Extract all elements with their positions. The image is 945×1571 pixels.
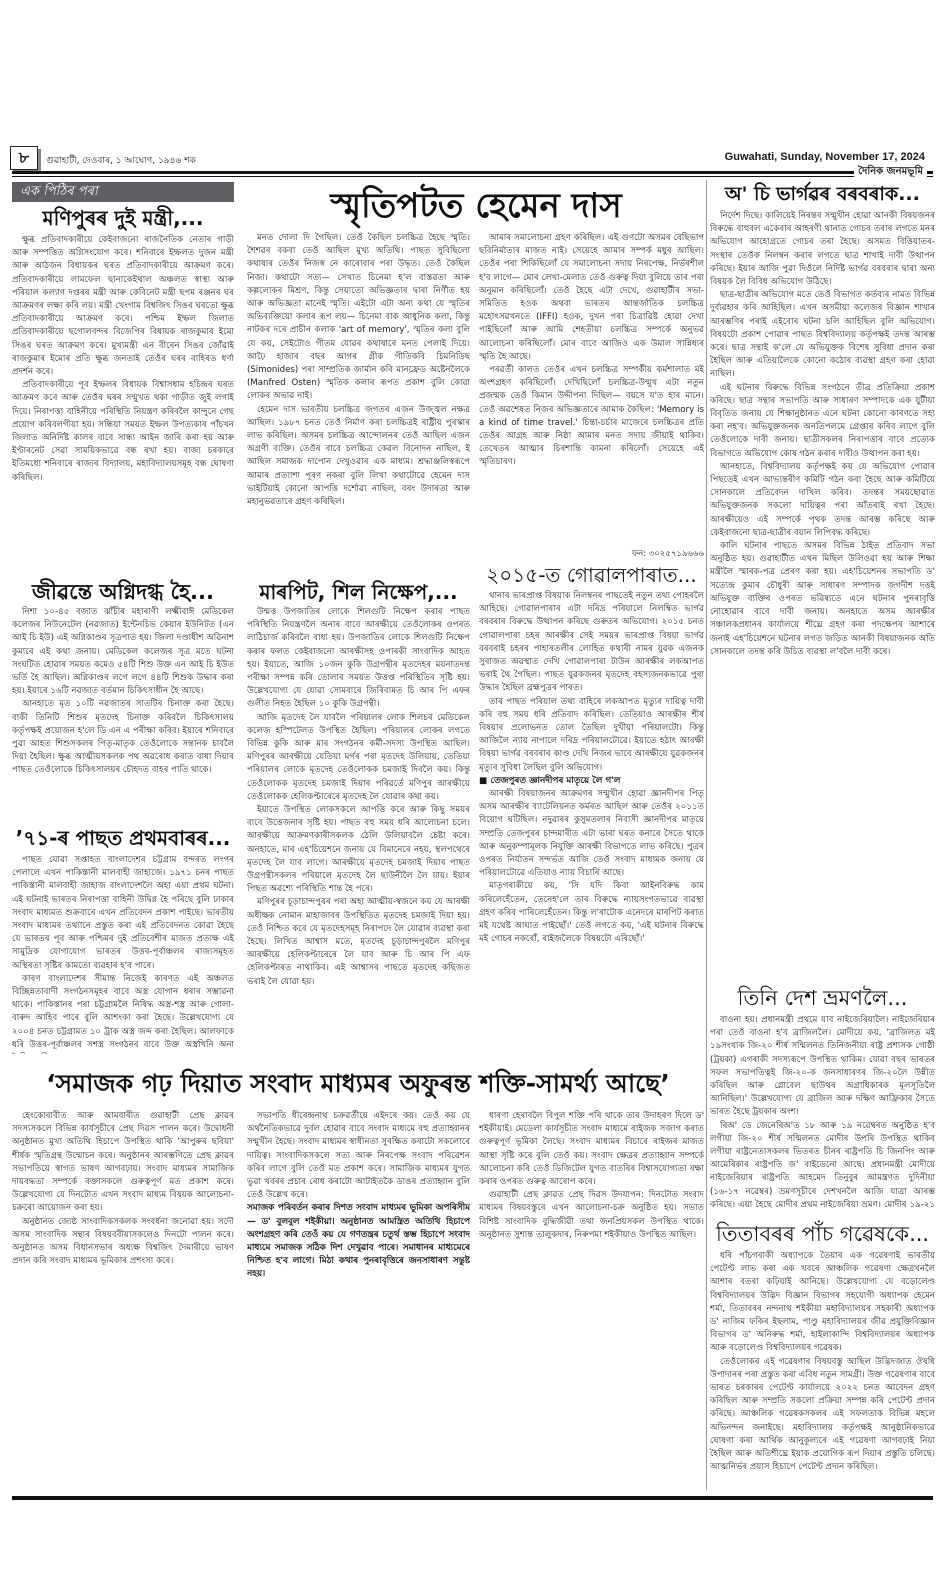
headline-manipur: মণিপুৰৰ দুই মন্ত্ৰী,... bbox=[42, 206, 204, 230]
paragraph: নিৰ্দেশ দিছে। কালিয়েই নিৰন্তৰ সন্মুখীন হোৱা আনকী বিষয়জনৰ বিৰুদ্ধে বাহুবল একেবাৰ আহৰণী থানাত গোচৰ তৰাৰ লগতে মনৰ অভিযোগ আহোগ্ৰতে গোচৰ তৰা হৈছে। অসমত বিত্তিয়াতৰ-সংস্থাৰ তেওঁক নিলম্বন কৰাৰ লগতে ছাত্ৰ শাখাই দাবী উত্থাপন কৰিছে। ইয়াৰ আজি পুৱা দিওঁলে নিৰ্দিষ্ট ভাৰ্গৱ বৰবৰাৰ দ্বাৰা অন্য বিষয়ক লৈ বিবিধ অভিযোগ উঠিছে। bbox=[710, 211, 935, 288]
paragraph: নিশা ১০-৪৫ বজাত ঝাঁচীৰ মহাৰাণী লক্ষ্মীবাঈ মেডিকেল কলেজৰ নিউনেটেল (নৱজাত) ইন্টেনচিভ কেয়াৰ ইউনিটত (এন আই চি ইউ) এই অগ্নিকাণ্ডৰ সূত্ৰপাত হয়। জিলা দণ্ডাধীশ অৱিনাশ কুমাৰে এই কথা জনায়। মেডিকেল কলেজৰ সূত্ৰ মতে ঘটনা সংঘটিত হোৱাৰ সময়ত কমেও ৫৪টি শিশু উক্ত এন আই চি ইউত ভৰ্তি হৈ আছিল। অগ্নিকাণ্ডৰ লগে লগে ৪৪টি শিশুক উদ্ধাৰ কৰা হয়। ইয়াৰে ১৬টি নৱজাত বৰ্তমান চিকিৎসাধীন হৈ আছে। bbox=[12, 607, 234, 697]
paragraph: সভাপতি ধীৰেন্দ্ৰনাথ চক্ৰৱৰ্তীয়ে এইদৰে কয়। তেওঁ কয় যে অৰ্থনৈতিকভাৱে দুৰ্বল হোৱাৰ বাবে সংবাদ মাধ্যমে বহু প্ৰত্যাহ্বানৰ সন্মুখীন হৈছে। সংবাদ মাধ্যমৰ স্বাধীনতা সুৰক্ষিত কৰাটো সকলোৰে দায়িত্ব। সাংবাদিকসকলে সত্য আৰু নিৰপেক্ষ সংবাদ পৰিৱেশন কৰিব লাগে বুলি তেওঁ মত প্ৰকাশ কৰে। সামাজিক মাধ্যমৰ যুগত ভুৱা খবৰৰ প্ৰচাৰ ৰোধ কৰাটো আটাইতকৈ ডাঙৰ প্ৰত্যাহ্বান বুলি তেওঁ উল্লেখ কৰে। bbox=[247, 1111, 470, 1201]
headline-media: ‘সমাজক গঢ় দিয়াত সংবাদ মাধ্যমৰ অফুৰন্ত শক্তি-সামৰ্থ্য আছে’ bbox=[46, 1069, 670, 1098]
paragraph: উন্মত্ত উপজাতিৰ লোকে শিলগুটি নিক্ষেপ কৰাৰ পাছত পৰিস্থিতি নিয়ন্ত্ৰণলৈ অনাৰ বাবে আৰক্ষীয়ে তেওঁলোকৰ ওপৰত লাঠিচাৰ্জ কৰিবলৈ বাধ্য হয়। উপজাতিৰ লোকে শিলগুটি নিক্ষেপ কৰাৰ ফলত কেইবাজনো আৰক্ষীসহ ওপাৰকী সাংবাদিক আহত হয়। ইয়াতে, আজি ১০জন কুকি উগ্ৰপন্থীৰ মৃতদেহৰ ময়নাতদন্ত পৰীক্ষা সম্পন্ন কৰি তোলাৰ সময়ত উত্তপ্ত পৰিস্থিতিৰ সৃষ্টি হয়। উল্লেখযোগ্য যে যোৱা সোমবাৰে জিৰিবামত চি আৰ পি এফৰ গুলীত নিহত হৈছিল ১০ কুকি উগ্ৰপন্থী। bbox=[247, 607, 470, 710]
paragraph: অনুষ্ঠানত জ্যেষ্ঠ সাংবাদিকসকলক সংবৰ্ধনা জনোৱা হয়। সদৌ অসম সাংবাদিক সন্থাৰ বিষয়ববীয়াসকলেও দিনটো পালন কৰে। অনুষ্ঠানত অসম বিধানসভাৰ অধ্যক্ষ বিশ্বজিৎ দৈমাৰীয়ে ভাষণ প্ৰদান কৰি সংবাদ মাধ্যমৰ ভূমিকাৰ প্ৰশংসা কৰে। bbox=[12, 1216, 234, 1267]
header-rule-thin bbox=[12, 176, 933, 177]
paragraph: বাওনা হয়। প্ৰধানমন্ত্ৰী প্ৰথমে যাব নাইজেৰিয়ালৈ। নাইজেৰিয়াৰ পৰা তেওঁ বাওনা হ'ব ব্ৰাজিললৈ। মোদীয়ে কয়, 'ব্ৰাজিলত মই ১৯সংখ্যক জি-২০ শীৰ্ষ সন্মিলনত তিনিজনীয়া ৰাষ্ট্ৰ প্ৰশাসক গোষ্ঠী (ট্ৰয়কা) এগৰাকী সদস্যৰূপে উপস্থিত থাকিম। যোৱা বছৰ ভাৰতৰ সফল সভাপতিত্বই জি-২০-ক জনসাধাৰণৰ জি-২০লৈ উন্নীত কৰিছিল আৰু গ্লোবেল ছাউথৰ অগ্ৰাধিকাৰক মূলসূতিলৈ আনিছিল।' উল্লেখযোগ্য যে ব্ৰাজিল আৰু দক্ষিণ আফ্ৰিকাৰ সৈতে ভাৰত হৈছে ট্ৰয়কাৰ অংশ। bbox=[710, 1015, 935, 1118]
paragraph: তাৰ পাছত পৰিয়াল তথা বাহিৰে লকআপত মৃত্যুৰ দায়িত্ব দাবী কৰি বহু সময় ধৰি প্ৰতিবাদ কৰিছিল। তেতিয়াও আৰক্ষীৰ শীৰ্ষ বিষয়াৰ প্ৰলোভনত তোল তৈছিল দুখীয়া পৰিয়ালটো। কিন্তু আজিলৈ ন্যায় নাপালে দৰিদ্ৰ পৰিয়ালটোৱে। ইয়াতে হঠাৎ আৰক্ষী বিষয়া ভাৰ্গৱ বৰবৰাৰ কাণ্ড দেখি নিজৰ ভাবে আৰক্ষীয়ে যুৱকজনৰ মৃত্যুৰ সুবিধা লৈছিল বুলি অভিযোগ। bbox=[479, 696, 704, 773]
headline-clash: মাৰপিট, শিল নিক্ষেপ,... bbox=[259, 580, 458, 604]
article-titabar-body bbox=[710, 1250, 935, 1490]
paragraph: আমাৰ সমালোচনা গ্ৰহণ কৰিছিল। এই গুণটো অসমৰ বেছিভাগ ছবিনিৰ্মাতাৰ মাজত নাই। সেয়েহে আমাৰ সম্পৰ্ক মধুৰ আছিল। তেওঁৰ পৰা শিকিছিলোঁ যে সমালোচনা সদায় নিৰপেক্ষ, নিৰ্ভৰশীল হ'ব লাগে— মোৰ লেখা-মেলাত তেওঁ গুৰুত্ব দিয়া বুলিয়ে তাৰ পৰা অনুমান কৰিছিলোঁ। তেওঁ হৈছে এটা দেখে, গুৱাহাটীৰ সভা-সমিতিত হওক অথবা ভাৰতৰ আন্তৰ্জাতিক চলচ্চিত্ৰ মহোৎসৱখনতে (IFFI) হওক, দুখন পৰা চিত্ৰাৱিষ্ট হোৱা দেখা পাইছিলোঁ আৰু আমি শেহতীয়া চলচ্চিত্ৰ সম্পৰ্কে অনুভৱ আলোচনা কৰিছিলোঁ। মোৰ বাবে আজিও এক উমাল সান্নিধ্যৰ স্মৃতি হৈ আছে। bbox=[479, 233, 704, 362]
headline-titabar: তিতাবৰৰ পাঁচ গৱেষকে... bbox=[715, 1222, 930, 1246]
article-hemen-das-col2 bbox=[479, 232, 704, 544]
article-bangladesh-body bbox=[12, 854, 234, 1054]
column-rule bbox=[706, 180, 707, 1490]
paragraph: আজি মৃতদেহ লৈ যাবলৈ পৰিয়ালৰ লোক শিলচৰ মেডিকেল কলেজ হস্পিটেলত উপস্থিত হৈছিল। পৰিয়ালৰ লোকৰ লগতে বিভিন্ন কুকি আৰু মাৰ সংগঠনৰ কৰ্মী-সদস্য উপস্থিত আছিল। মণিপুৰৰ আৰক্ষীয়ে যেতিয়া মৰ্গৰ পৰা মৃতদেহ উলিয়ায়, তেতিয়া পৰিয়ালৰ লোকে মৃতদেহ তেওঁলোকক চমজাই দিবলৈ কয়। কিন্তু তেওঁলোকক মৃতদেহ চমজাই দিয়াৰ পৰিৱৰ্তে মণিপুৰ আৰক্ষীয়ে তেওঁলোকক হেলিকপ্টাৰেৰে মৃতদেহ লৈ যোৱাৰ কথা কয়। bbox=[247, 712, 470, 802]
paragraph: কাৰণ বাংলাদেশৰ সীমান্ত নিজেই কাৰণত এই অঞ্চলত বিচ্ছিন্নতাবাদী সংগঠনসমূহৰ বাবে অস্ত্ৰ যোগান ধৰাৰ সম্ভাৱনা থাকে। পাকিস্তানৰ পৰা চট্টগ্ৰামলৈ নিষিদ্ধ অস্ত্ৰ-শস্ত্ৰ আৰু গোলা-বাৰুদ আহিব পাৰে বুলি আশংকা কৰা হৈছে। উল্লেখযোগ্য যে ২০০৪ চনত চট্টগ্ৰামত ১০ ট্ৰাক অস্ত্ৰ জব্দ কৰা হৈছিল। আলফাকে ধৰি উত্তৰ-পূৰ্বাঞ্চলৰ সশস্ত্ৰ সংগঠনৰ বাবে উক্ত অস্ত্ৰখিনি অনা bbox=[12, 973, 234, 1050]
paragraph: কালি ঘটনাৰ পাছতে অসমৰ বিভিন্ন ঠাইত প্ৰতিবাদ সভা অনুষ্ঠিত হয়। গুৱাহাটীত এখন মিছিল উলিওৱা হয় আৰু শিক্ষা মন্ত্ৰীলৈ স্মাৰক-পত্ৰ প্ৰেৰণ কৰা হয়। এহ'চিয়েশনৰ সভাপতি ড' সত্যেন্দ্ৰ কুমাৰ চৌধুৰী আৰু সাধাৰণ সম্পাদক জগদীশ দত্তই অভিযুক্ত ব্যক্তিৰ ওপৰত ভৱিষ্যতে এনে ঘটনাৰ পুনৰাবৃত্তি নোহোৱাৰ বাবে দাবী জনায়। অনহাতে অসম আৰক্ষীৰ সঞ্চালকপ্ৰধানৰ কাৰ্যালয়ে শীঘ্ৰে গ্ৰহণ কৰা পদক্ষেপৰ আশাৰে জনাই এহ'চিয়েশনে ঘটনাৰ লগত জড়িত আনকী বিষয়াজনক অতি সোনকালে তদন্ত কৰি উচিত ব্যৱস্থা ল'বলৈ দাবী কৰে। bbox=[710, 541, 935, 657]
paragraph: গুৱাহাটী প্ৰেছ ক্লাৱত প্ৰেছ দিৱস উদযাপন: দিনটোত সংবাদ মাধ্যমৰ বিষয়বস্তুৰে এখন আলোচনা-চক্ৰ অনুষ্ঠিত হয়। সভাত বিশিষ্ট সাংবাদিক বুদ্ধিজীৱী তথা জনপ্ৰিয়সকল উপস্থিত থাকে। অনুষ্ঠানত সুশান্ত তালুকদাৰ, নিৰুপমা শইকীয়াও উপস্থিত আছিল। bbox=[479, 1190, 704, 1240]
headline-fire: জীৱন্তে অগ্নিদগ্ধ হৈ... bbox=[32, 580, 214, 604]
article-media-col1 bbox=[12, 1110, 234, 1490]
paragraph: ক্ষুব্ধ প্ৰতিবাদকাৰীয়ে কেইবাজনো ৰাজনৈতিক নেতাৰ গাড়ী আৰু সম্পত্তিত অগ্নিসংযোগ কৰে। শনিবাৰে ইম্ফলত দুজন মন্ত্ৰী আৰু আঠজন বিধায়কৰ ঘৰত প্ৰতিবাদকাৰীয়ে আক্ৰমণ কৰে। প্ৰতিবাদকাৰীয়ে লামফেল ছানাকেইথাল অঞ্চলত স্বাস্থ্য আৰু পৰিয়াল কল্যাণ দপ্তৰৰ মন্ত্ৰী আৰু কেবিনেট মন্ত্ৰী ছপম ৰঞ্জনৰ ঘৰ আক্ৰমণৰ লক্ষ্য কৰি লয়। মন্ত্ৰী খেংগাম বিশ্বজিৎ সিঙৰ ঘৰতো ক্ষুব্ধ প্ৰতিবাদকাৰীয়ে আক্ৰমণ কৰে। পশ্চিম ইম্ফল জিলাত প্ৰতিবাদকাৰীয়ে ছগোলবন্দৰ বিজেপিৰ বিধায়ক ৰাজকুমাৰ ইমো সিঙৰ ঘৰত আক্ৰমণ কৰে। মুখ্যমন্ত্ৰী এন বীৰেন সিঙৰ জোঁৱাই ৰাজকুমাৰ ইমোৰ প্ৰতি ক্ষুব্ধ জনতাই তেওঁৰ ঘৰৰ বাহিৰত ধৰ্ণা প্ৰদৰ্শন কৰে। bbox=[12, 235, 234, 378]
masthead: দৈনিক জনমভূমি bbox=[854, 164, 927, 181]
paragraph: প্ৰতিবাদকাৰীয়ে পূব ইম্ফলৰ বিধায়ক বিশ্বাসধাম হচিন্দ্ৰৰ ঘৰত আক্ৰমণ কৰে আৰু তেওঁৰ ঘৰৰ সন্মুখত থকা গাড়ীত জুই লগাই দিয়ে। নিৰাপত্তা বাহিনীয়ে পৰিস্থিতি নিয়ন্ত্ৰণ কৰিবলৈ কান্দুনে গেছ প্ৰয়োগ কৰিবলগীয়া হয়। সন্ধিয়া সময়ত ইম্ফল উপত্যকাৰ পাঁচখন জিলাত অনিৰ্দিষ্ট কালৰ বাবে সান্ধ্য আইন জাৰি কৰা হয় আৰু ইণ্টাৰনেট সেৱা সাময়িকভাৱে বন্ধ ৰখা হয়। বাজ্য চৰকাৰে ইতিমধ্যে শনিবাৰে ৰাজ্যৰ বিদ্যালয়, মহাবিদ্যালয়সমূহ বন্ধ ঘোষণা কৰিছিল। bbox=[12, 380, 234, 483]
paragraph: সমাজক পৰিবৰ্তন কৰাৰ দিশত সংবাদ মাধ্যমৰ ভূমিকা অপৰিসীম— ড' বুলবুল শইকীয়া। অনুষ্ঠানত আমন্ত্ৰিত অতিথি হিচাপে অংশগ্ৰহণ কৰি তেওঁ কয় যে গণতন্ত্ৰৰ চতুৰ্থ স্তম্ভ হিচাপে সংবাদ মাধ্যমে সমাজক সঠিক দিশ দেখুৱাব পাৰে। সমাধানৰ মাধ্যমেৰে নিশ্চিত হ'ব লাগে। মিঠা কথাৰ পুনৰাবৃত্তিৰে জনসাধাৰণ সন্তুষ্ট নহয়। bbox=[247, 1203, 470, 1280]
paragraph: ৰিঅ' ডে জেনেৰিঅ'ত ১৮ আৰু ১৯ নৱেম্বৰত অনুষ্ঠিত হ'ব লগীয়া জি-২০ শীৰ্ষ সন্মিলনত মোদীৰ উপৰি উপস্থিত থাকিব লগীয়া ৰাষ্ট্ৰনেতাসকলৰ ভিতৰত চীনৰ ৰাষ্ট্ৰপতি চি জিনপিং আৰু আমেৰিকাৰ ৰাষ্ট্ৰপতি জ' বাইডেনো আছে। প্ৰধানমন্ত্ৰী মোদীয়ে নাইজেৰিয়াৰ ৰাষ্ট্ৰপতি আহমেদ তিনুবুৰ আমন্ত্ৰণত দুদিনীয়া (১৬-১৭ নৱেম্বৰ) ভ্ৰমণসূচীৰে দেশখনলৈ আজি যাত্ৰা আৰম্ভ কৰিছে। এয়া হৈছে মোদীৰ প্ৰথম নাইজেৰিয়া ভ্ৰমণ। মোদীৰ ১৯-২১ bbox=[710, 1120, 935, 1210]
paragraph: থানাৰ ভাৰপ্ৰাপ্ত বিষয়াক নিলম্বনৰ পাছতেই নতুন তথ্য পোহৰলৈ আহিছে। গোৱালপাৰাৰ এটা দৰিদ্ৰ পৰিয়ালে নিলম্বিত ভাৰ্গৱ বৰবৰাৰ বিৰুদ্ধে উত্থাপন কৰিছে গুৰুতৰ অভিযোগ। ২০১৫ চনত গোৱালপাৰা চহৰ আৰক্ষীৰ সেই সময়ৰ ভাৰপ্ৰাপ্ত বিষয়া ভাৰ্গৱ বৰবৰাই চহৰৰ পাহাৰতলীৰ লোহিত কথাৰী নামৰ যুৱক এজনক সুৰাজত অৱস্থাত দেখি গোৱালপাৰা টাউন আৰক্ষীৰ লকআপত ভৰাই থৈ গৈছিল। পাছত যুৱকজনৰ মৃতদেহ বহস্যজনকভাৱে পুৰা উদ্ধাৰ হৈছিল ব্ৰহ্মপুত্ৰৰ পাৰত। bbox=[479, 591, 704, 694]
paragraph: এই ঘটনাৰ বিৰুদ্ধে বিভিন্ন সংগঠনে তীব্ৰ প্ৰতিক্ৰিয়া প্ৰকাশ কৰিছে। ছাত্ৰ সন্থাৰ সভাপতি আৰু সাধাৰণ সম্পাদকে এক যুটীয়া বিবৃতিত জনায় যে শিক্ষানুষ্ঠানত এনে ঘটনা কোনো কাৰণতে সহ্য কৰা নহ'ব। অভিযুক্তজনক অনতিপলমে গ্ৰেপ্তাৰ কৰিব লাগে বুলি তেওঁলোকে দাবী জনায়। ছাত্ৰীসকলৰ নিৰাপত্তাৰ বাবে প্ৰত্যেক বিভাগতে অভিযোগ কোষ গঠন কৰাৰ দাবীও উত্থাপন কৰা হয়। bbox=[710, 382, 935, 459]
date-english: Guwahati, Sunday, November 17, 2024 bbox=[724, 151, 925, 163]
article-goalpara-body bbox=[479, 590, 704, 1056]
page-number: ৮ bbox=[10, 146, 38, 170]
article-clash-body bbox=[247, 606, 470, 1056]
header-rule bbox=[12, 171, 933, 174]
headline-hemen-das: স্মৃতিপটত হেমেন দাস bbox=[330, 186, 622, 226]
paragraph: মণিপুৰৰ চূড়াচান্দপুৰৰ পৰা অহা আত্মীয়-স্বজনে কয় যে আৰক্ষী অধীক্ষক নোমান মাহাজাবৰ উপস্থিতিত মৃতদেহ চমজাই দিয়া হয়। তেওঁ নিশ্চিত কৰে যে মৃতদেহসমূহ নিৰাপদে লৈ যোৱাৰ ব্যৱস্থা কৰা হৈছে। লিখিত আশ্বাস মতে, মৃতদেহ চূড়াচান্দপুৰলৈ মণিপুৰ আৰক্ষীয়ে হেলিকপ্টাৰেৰে লৈ যাব আৰু চি আৰ পি এফ হেলিকপ্টাৰত নাথাকিব। এই আশ্বাসৰ পাছতে মৃতদেহ কছিজত ভৰাই লৈ যোৱা হয়। bbox=[247, 897, 470, 987]
paragraph: আনহাতে, বিশ্ববিদ্যালয় কৰ্তৃপক্ষই কয় যে অভিযোগ পোৱাৰ পিছতেই এখন আভ্যন্তৰীণ কমিটি গঠন কৰা হৈছে আৰু কমিটিয়ে সোনকালে প্ৰতিবেদন দাখিল কৰিব। তদন্তৰ সময়ছোৱাত অভিযুক্তজনক সকলো দায়িত্বৰ পৰা আঁতৰাই ৰখা হৈছে। আৰক্ষীয়েও এই সম্পৰ্কে পৃথক তদন্ত আৰম্ভ কৰিছে আৰু কেইবাজনো ছাত্ৰ-ছাত্ৰীৰ বয়ান লিপিবদ্ধ কৰিছে। bbox=[710, 461, 935, 538]
paragraph: মাতৃগৰাকীয়ে কয়, 'সি যদি কিবা আইনবিৰুদ্ধ কাম কৰিলেহেঁতেন, তেনেহ'লে তাৰ বিৰুদ্ধে ন্যায়সংগতভাৱে ব্যৱস্থা গ্ৰহণ কৰিব পাৰিলেহেঁতেন। কিন্তু ল'ৰাটোক এনেদৰে মাৰপিট কৰাত মই যথেষ্ট আঘাত পাইছোঁ।' তেওঁ লগতে কয়, 'এই ঘটনাৰ বিৰুদ্ধে মই গোচৰ নকৰোঁ, ৰাইজলৈকে বিষয়টো এৰিছোঁ।' bbox=[479, 881, 704, 945]
headline-goalpara: ২০১৫-ত গোৱালপাৰাত... bbox=[486, 563, 697, 587]
article-hemen-das-col1 bbox=[247, 232, 470, 572]
article-fire-body bbox=[12, 606, 234, 818]
paragraph: ছাত্ৰ-ছাত্ৰীৰ অভিযোগ মতে তেওঁ বিভাগত কৰ্তব্যৰ নামত বিভিন্ন দুৰ্ব্যৱহাৰ কৰি আহিছিল। এখন অসমীয়া কলেজৰ বিজ্ঞান শাখাৰ আৰম্ভণিৰ পৰাই এইবোৰ ঘটনা চলি আহিছিল বুলি অভিযোগ। বিষয়টো প্ৰকাশ পোৱাৰ পাছত বিশ্ববিদ্যালয় কৰ্তৃপক্ষই তদন্ত আৰম্ভ কৰে। ছাত্ৰ সন্থাই ক'লে যে অভিযুক্তক বিশেষ সুবিধা প্ৰদান কৰা হৈছিল আৰু এতিয়ালৈকে কোনো কঠোৰ ব্যৱস্থা গ্ৰহণ কৰা হোৱা নাছিল। bbox=[710, 290, 935, 380]
article-bhargava-body bbox=[710, 210, 935, 978]
paragraph: পৰৱৰ্তী কালত তেওঁৰ এখন চলচ্চিত্ৰ সম্পৰ্কীয় কৰ্মশালাত মই অংশগ্ৰহণ কৰিছিলোঁ। দেখিছিলোঁ চলচ্চিত্ৰ-উন্মুখ এটা নতুন প্ৰজন্মক তেওঁ কিমান উদ্দীপনা দিছিল— বয়সে য'ত হাৰ মানে। তেওঁ অৱশেষত নিজৰ অভিজ্ঞতাৰে আমাক কৈছিল: 'Memory is a kind of time travel.' চিন্তা-চৰ্চাৰ মাজেৰে চলচ্চিত্ৰৰ প্ৰতি তেওঁৰ আগ্ৰহ আৰু নিষ্ঠা আমাৰ মনত সদায় জীয়াই থাকিব। তেখেতৰ আত্মাৰ চিৰশান্তি কামনা কৰিলোঁ। সেয়েহে এই স্মৃতিচাৰণ। bbox=[479, 365, 704, 468]
subheading: ■ তেজপুৰত জ্ঞানদীপৰ মাতৃয়ে লৈ গ'ল bbox=[479, 775, 621, 786]
section-kicker: এক পিঠিৰ পৰা bbox=[12, 182, 234, 202]
paragraph: ধাৰণা হেৰাবলৈ বিপুল শক্তি পৰি থাকে তাৰ উদাহৰণ দিলে ড' শইকীয়াই। মেডেলা কাৰ্যসূচীত সংবাদ মাধ্যমে ৰাইজক সজাগ কৰাত গুৰুত্বপূৰ্ণ ভূমিকা লৈছে। সংবাদ মাধ্যমৰ বিচাৰে ৰাইজৰ মাজত আস্থা সৃষ্টি কৰে বুলি তেওঁ কয়। সংবাদ ক্ষেত্ৰৰ প্ৰত্যাহ্বান সম্পৰ্কে আলোচনা কৰি তেওঁ ডিজিটেল যুগত বাতৰিৰ বিশ্বাসযোগ্যতা ৰক্ষা কৰাৰ ওপৰত গুৰুত্ব আৰোপ কৰে। bbox=[479, 1111, 704, 1188]
article-tour-body bbox=[710, 1014, 935, 1210]
paragraph: ধৰি পাঁচগৰাকী অধ্যাপকে তৈয়াৰ এক গৱেষণাই ভাৰতীয় পেটেণ্ট লাভ কৰা এক খবৰে আঞ্চলিক গৱেষণা ক্ষেত্ৰখনলৈ আশাৰ বতৰা কঢ়িয়াই আনিছে। উল্লেখযোগ্য যে বড়োলেণ্ড বিশ্ববিদ্যালয়ৰ উদ্ভিদ বিজ্ঞান বিভাগৰ সহযোগী অধ্যাপক হেমেন শৰ্মা, তিতাবৰৰ নন্দনাথ শইকীয়া মহাবিদ্যালয়ৰ সহকাৰী অধ্যাপক ড' নাজিম ফকিৰ ইছলাম, পাণ্ডু মহাবিদ্যালয়ৰ জীৱ প্ৰযুক্তিবিজ্ঞান বিভাগৰ ড' অনিৰুদ্ধ শৰ্মা, হাইলাকান্দি বিশ্ববিদ্যালয়ৰ অধ্যাপক আৰু বড়োলেণ্ড বিশ্ববিদ্যালয়ৰ গৱেষক। bbox=[710, 1251, 935, 1354]
article-media-col3 bbox=[479, 1110, 704, 1490]
date-assamese: গুৱাহাটী, দেওবাৰ, ১ আঘোণ, ১৯৪৬ শক bbox=[46, 156, 196, 166]
paragraph: হেমেন দাস ভাৰতীয় চলচ্চিত্ৰ জগতৰ এজন উজ্জ্বল নক্ষত্ৰ আছিল। ১৯৮৭ চনত তেওঁ নিৰ্মাণ কৰা চলচ্চিত্ৰই ৰাষ্ট্ৰীয় পুৰস্কাৰ লাভ কৰিছিল। অসমৰ চলচ্চিত্ৰ আন্দোলনৰ তেওঁ আছিল এজন অগ্ৰণী ব্যক্তি। তেওঁৰ বাবে চলচ্চিত্ৰ কেৱল বিনোদন নাছিল, ই আছিল সমাজক দাপোন দেখুওৱাৰ এক মাধ্যম। শ্ৰদ্ধাঞ্জলিস্বৰূপে আমাৰ প্ৰত্যাশা পূৰণ নকৰা বুলি লিখা কথাটোৱে হেমেন দাস ভাইটিয়াই কোনো আপত্তি দৰ্শোৱা নাছিল, বৰং উদাৰতা আৰু মহানুভৱতাৰে গ্ৰহণ কৰিছিল। bbox=[247, 404, 470, 508]
headline-bhargava: অ' চি ভাৰ্গৱৰ বৰবৰাক... bbox=[725, 183, 920, 205]
paragraph: পাছত যোৱা সপ্তাহত বাংলাদেশৰ চট্টগ্ৰাম বন্দৰত লংগৰ পেলালে এখন পাকিস্তানী মালবাহী জাহাজে। ১৯৭১ চনৰ পাছত পাকিস্তানী মালবাহী জাহাজ বাংলাদেশলৈ অহা এয়া প্ৰথম ঘটনা। এই ঘটনাই ভাৰতৰ নিৰাপত্তা বাহিনী উদ্বিগ্ন হৈ পৰিছে বুলি ঢাকাৰ সংবাদ মাধ্যমত শুক্ৰবাৰে এখন প্ৰতিবেদন প্ৰকাশ পাইছে। ভাৰতীয় সংবাদ মাধ্যমৰ তথ্যানে প্ৰস্তুত কৰা এই প্ৰতিবেদনত কোৱা হৈছে যে ভাৰতৰ পূব আৰু পশ্চিমৰ দুই প্ৰতিবেশীৰ মাজত প্ৰত্যক্ষ এই সামুদ্ৰিক যোগাযোগ ভাৰতৰ উত্তৰ-পূৰ্বাঞ্চলৰ ৰাজ্যসমূহত অস্থিৰতা সৃষ্টিৰ কামতো ব্যৱহাৰ হ'ব পাৰে। bbox=[12, 855, 234, 971]
paragraph: হেংকোৰাবীত আৰু আমবাৰীত গুৱাহাটী প্ৰেছ ক্লাৱৰ সদস্যসকলে বিভিন্ন কাৰ্যসূচীৰে প্ৰেছ দিৱস পালন কৰে। উদ্বোধনী অনুষ্ঠানত মুখ্য অতিথি হিচাপে উপস্থিত থাকি 'আপুৰুৰ ছবিয়া' শীৰ্ষক স্মৃতিগ্ৰন্থ উন্মোচন কৰে। অনুষ্ঠানৰ আৰম্ভণিতে প্ৰেছ ক্লাৱৰ সভাপতিয়ে স্বাগত ভাষণ আগবঢ়ায়। সংবাদ মাধ্যমৰ সামাজিক দায়বদ্ধতা সম্পৰ্কে বক্তাসকলে গুৰুত্বপূৰ্ণ মত প্ৰকাশ কৰে। উল্লেখযোগ্য যে দিনটোত এখন সংবাদ মাধ্যম বিষয়ক আলোচনা-চক্ৰৰো আয়োজন কৰা হয়। bbox=[12, 1111, 234, 1214]
headline-bangladesh: ’৭১-ৰ পাছত প্ৰথমবাৰৰ... bbox=[15, 826, 231, 850]
footer-rule bbox=[12, 1496, 933, 1500]
paragraph: তেওঁলোকৰ এই গৱেষণাৰ বিষয়বস্তু আছিল উদ্ভিদজাত ঔষধি উপাদানৰ পৰা প্ৰস্তুত কৰা এবিধ নতুন সামগ্ৰী। উক্ত গৱেষণাৰ বাবে ভাৰত চৰকাৰৰ পেটেণ্ট কাৰ্যালয়ে ২০২২ চনত আবেদন গ্ৰহণ কৰিছিল আৰু সম্প্ৰতি সকলো প্ৰক্ৰিয়া সম্পন্ন কৰি পেটেণ্ট প্ৰদান কৰিছে। আঞ্চলিক গৱেষকসকলৰ এই সফলতাক বিভিন্ন মহলে অভিনন্দন জনাইছে। মহাবিদ্যালয় কৰ্তৃপক্ষই আনুষ্ঠানিকভাৱে ঘোষণা কৰা আৰ্থিক আনুকূল্যৰে এই গৱেষণা আগবঢ়াই নিয়া হৈছিল আৰু অতিশীঘ্ৰে ইয়াক প্ৰয়োগিক ৰূপ দিয়াৰ প্ৰস্তুতি চলিছে। আত্মনিৰ্ভৰ প্ৰয়াস হিচাপে পেটেণ্ট প্ৰদান কৰিছিল। bbox=[710, 1356, 935, 1473]
paragraph: আৰক্ষী বিষয়াজনৰ আক্ৰমণৰ সন্মুখীন হোৱা জ্ঞানদীপৰ পিতৃ অসম আৰক্ষীৰ ব্যাটেলিয়নত কৰ্মৰত আছিল আৰু তেওঁৰ ২০১১ত বিয়োগ ঘটিছিল। নদুৱাৰৰ কুসুমতলাৰ নিবাসী জ্ঞানদীপৰ মাতৃয়ে সম্প্ৰতি তেজপুৰৰ চান্দমাৰীত এটা ভাৰা ঘৰত কনাৰে সৈতে থাকে আৰু অনুকম্পামূলক নিযুক্তি আৰক্ষী বিভাগতে লাভ কৰিছে। পুত্ৰৰ ওপৰত নিৰ্যাতন সন্দৰ্ভত আজি তেওঁ সংবাদ মাধ্যমক জনায় যে পৰিয়ালটোৱে এতিয়াও ন্যায় বিচাৰি আছে। bbox=[479, 789, 704, 879]
article-media-col2 bbox=[247, 1110, 470, 1490]
paragraph: মনত দোলা দি গৈছিল। তেওঁ কৈছিল চলচ্চিত্ৰ হৈছে স্মৃতি। শৈশৱৰ বকবা তেওঁ আছিল মুখ্য অতিথি। পাছত সুবিছিলো কথাষাৰ তেওঁৰ নিজস্ব নে কাৰোবাৰ পৰা উদ্ধৃত। তেওঁ কৈছিল নিজা। কথাটো সত্য— সেখাত চিনেমা হ'ল বাস্তৱতা আৰু কল্পলোকৰ মিশ্ৰণ, কিন্তু সেয়াতো অভিজ্ঞতাৰ দ্বাৰা নিৰ্ণীত হয় আৰু অভিজ্ঞতা মানেই স্মৃতি। এইটো এটা অন্য কথা যে স্মৃতিৰ অভিব্যক্তিয়ো কলাৰ ৰূপ লয়— চিনেমা বাক আধুনিক কলা, কিন্তু নাটকৰ দৰে প্ৰাচীন কলাক 'art of memory', স্মৃতিৰ কলা বুলি যে কয়, সেইটোও গীতম যোৱৰ কথাষাৰে মনত পেলাই দিয়ে। আঢ়ৈ হাজাৰ বছৰ আগৰ গ্ৰীক গীতিকবি চিমনিডিছ (Simonides) পৰা সাম্প্ৰতিক জাৰ্মান কবি মানফ্ৰেড অষ্টেনলৈকে (Manfred Osten) স্মৃতিক কলাৰ ৰূপত প্ৰকাশ বুলি কোৱা লোকৰ অভাৱ নাই। bbox=[247, 233, 470, 402]
byline-phone: ফন: ৩০২৫৭১৯৬৬৬ bbox=[631, 549, 704, 559]
article-manipur-body bbox=[12, 234, 234, 564]
paragraph: ইয়াতে উপস্থিত লোকসকলে আপত্তি কৰে আৰু কিছু সময়ৰ বাবে উত্তেজনাৰ সৃষ্টি হয়। পাছত বহু সময় ধৰি আলোচনা চলে। আৰক্ষীয়ে আক্ৰমণকাৰীসকলক ঠেলি উলিয়াবলৈ চেষ্টা কৰে। অনহাতে, মাৰ এহ'চিয়েশনে জনায় যে বিমানেৰে নহয়, স্থলপথেৰে মৃতদেহ লৈ যাব লাগে। আৰক্ষীয়ে মৃতদেহ চমজাই দিয়াৰ পাছত উগ্ৰপন্থীসকলৰ পৰিয়ালে মৃতদেহ লৈ ছাউনীলৈ লৈ যায়। ইয়াৰ পিছত অৱশ্যে পৰিস্থিতি শান্ত হৈ পৰে। bbox=[247, 805, 470, 895]
headline-tour: তিনি দেশ ভ্ৰমণলৈ... bbox=[737, 986, 908, 1010]
paragraph: আনহাতে মৃত ১০টি নৱজাতৰ সাতটিৰ চিনাক্ত কৰা হৈছে। বাকী তিনিটি শিশুৰ মৃতদেহ চিনাক্ত কৰিবলৈ চিকিৎসালয় কৰ্তৃপক্ষই প্ৰয়োজন হ'লে ডি এন এ পৰীক্ষা কৰিব। ইয়াৰে শনিবাৰে পুৱা আহত শিশুসকলৰ পিতৃ-মাতৃক তেওঁলোকে সন্তানক চাবলৈ দিয়া হৈছিল। ক্ষুব্ধ আত্মীয়সকলক পথ অৱৰোধ কৰাত বাধা দিয়াৰ পাছত তেওঁলোকে চিকিৎসালয়ৰ চৌহদত বাহৰ পাতি থাকে। bbox=[12, 699, 234, 776]
